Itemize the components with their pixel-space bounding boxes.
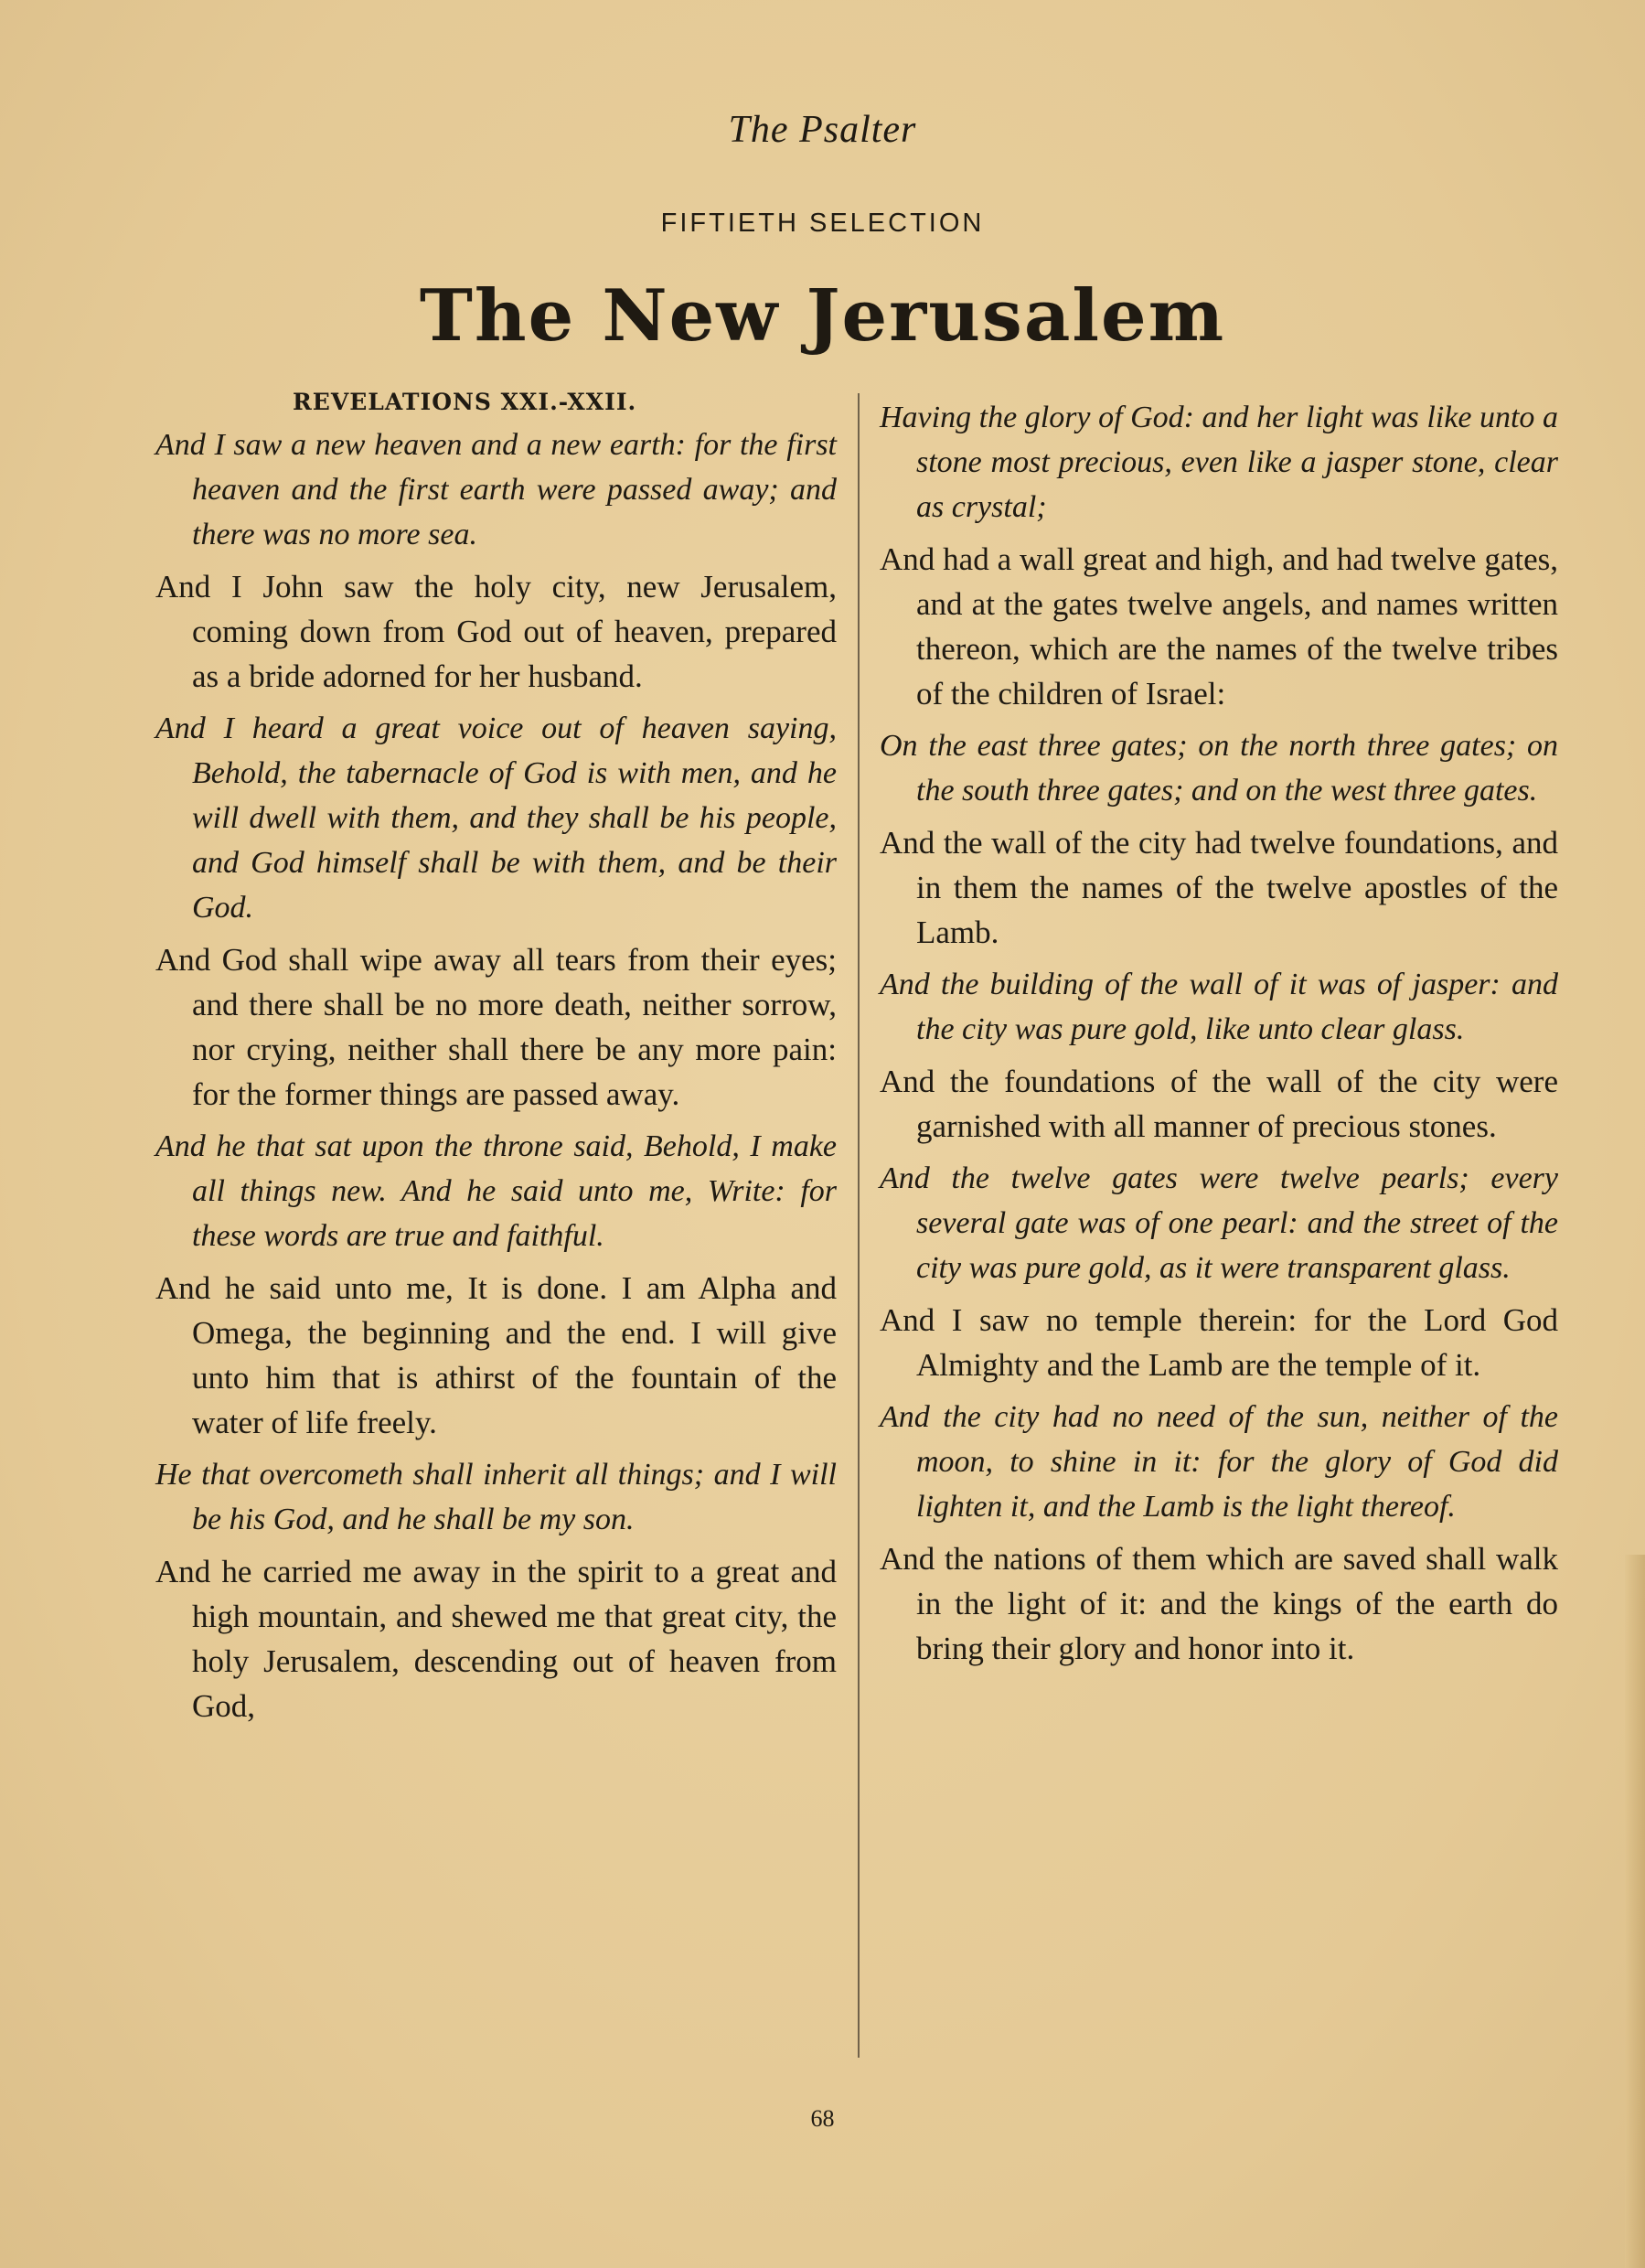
- column-divider: [858, 393, 860, 2058]
- verse: On the east three gates; on the north three gates; on the south three gates; and on the west three gates.: [880, 729, 1558, 808]
- page-edge-shadow: [1625, 1555, 1645, 2268]
- left-column: [155, 384, 837, 1736]
- verse: And I saw a new heaven and a new earth: for the first heaven and the first earth were passed away; and there was no more sea.: [155, 428, 837, 551]
- page-number: 68: [810, 2105, 835, 2132]
- verse: And he that sat upon the throne said, Behold, I make all things new. And he said unto me, Write: for these words are true and faithful.: [155, 1129, 837, 1253]
- verse: And I John saw the holy city, new Jerusalem, coming down from God out of heaven, prepared as a bride adorned for her husband.: [155, 569, 837, 694]
- verse: And the city had no need of the sun, neither of the moon, to shine in it: for the glory of God did lighten it, and the Lamb is the light thereof.: [880, 1400, 1558, 1524]
- verse: And I heard a great voice out of heaven saying, Behold, the tabernacle of God is with men, and he will dwell with them, and they shall be his people, and God himself shall be with them, and be their God.: [155, 711, 837, 925]
- scripture-reference: REVELATIONS XXI.-XXII.: [293, 389, 637, 415]
- verse: And I saw no temple therein: for the Lord God Almighty and the Lamb are the temple of it.: [880, 1302, 1558, 1383]
- verse: And the building of the wall of it was of jasper: and the city was pure gold, like unto clear glass.: [880, 968, 1558, 1046]
- verse: He that overcometh shall inherit all things; and I will be his God, and he shall be my son.: [155, 1458, 837, 1536]
- selection-label: FIFTIETH SELECTION: [660, 209, 985, 238]
- verse: And God shall wipe away all tears from their eyes; and there shall be no more death, neither sorrow, nor crying, neither shall there be any more pain: for the former things are passed away.: [155, 942, 837, 1112]
- verse: And the wall of the city had twelve foundations, and in them the names of the twelve apostles of the Lamb.: [880, 825, 1558, 950]
- verse: And had a wall great and high, and had twelve gates, and at the gates twelve angels, and names written thereon, which are the names of the twelve tribes of the children of Israel:: [880, 541, 1558, 711]
- verse: And he carried me away in the spirit to a great and high mountain, and shewed me that great city, the holy Jerusalem, descending out of heaven from God,: [155, 1554, 837, 1724]
- verse: And the nations of them which are saved shall walk in the light of it: and the kings of the earth do bring their glory and honor into it.: [880, 1541, 1558, 1666]
- verse: And he said unto me, It is done. I am Alpha and Omega, the beginning and the end. I will give unto him that is athirst of the fountain of the water of life freely.: [155, 1270, 837, 1440]
- verse: And the twelve gates were twelve pearls; every several gate was of one pearl: and the street of the city was pure gold, as it were transparent glass.: [880, 1161, 1558, 1285]
- running-title: The Psalter: [728, 109, 917, 151]
- verse: And the foundations of the wall of the city were garnished with all manner of precious stones.: [880, 1064, 1558, 1144]
- right-column: [880, 395, 1558, 1678]
- page-title: The New Jerusalem: [419, 274, 1226, 358]
- verse: Having the glory of God: and her light was like unto a stone most precious, even like a jasper stone, clear as crystal;: [880, 401, 1558, 524]
